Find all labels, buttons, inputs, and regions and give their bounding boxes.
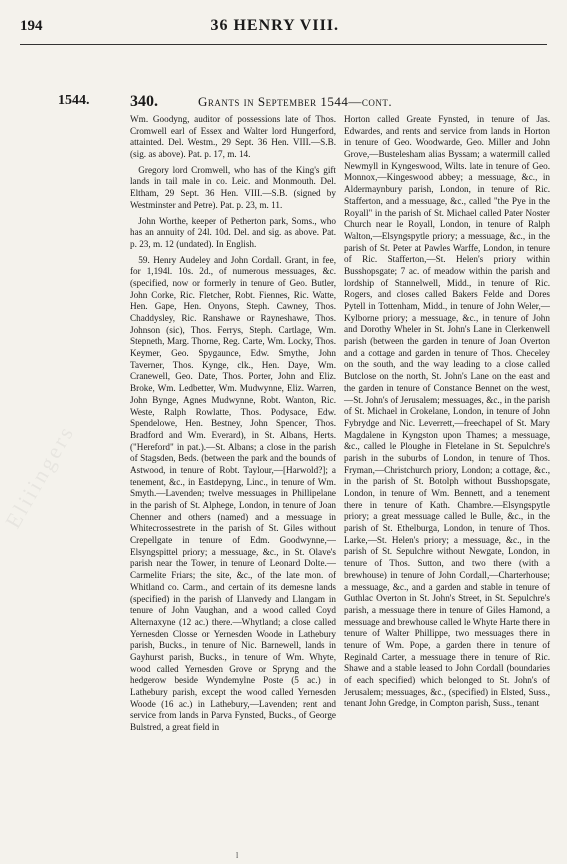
paragraph: 59. Henry Audeley and John Cordall. Grant, in fee, for 1,194l. 10s. 2d., of numerous messuages, &c. (specified, now or formerly in tenure of Geo. Butler, John Corke, Ric. Fletcher, Robt. Fiennes, Ric. Watte, Hen. Gape, Hen. Onyons, Steph. Cawney, Thos. Chaddysley, Ric. Ranshawe or Rayneshawe, Thos. Johnson (sic), Thos. Ferrys, Steph. Cartlage, Wm. Stepneth, Marg. Thorne, Reg. Carte, Wm. Locky, Thos. Keymer, Geo. Spygaunce, Edw. Smythe, John Taverner, Thos. Kynge, clk., Hen. Daye, Wm. Cranewell, Geo. Date, Thos. Porter, John and Eliz. Broke, Wm. Ledbetter, Wm. Mudwynne, Eliz. Warren, John Bynge, Agnes Mudwynne, Robt. Wanton, Ric. Weste, Ralph Rowlatte, Thos. Podysace, Edw. Spendelowe, Hen. Bestney, John Spencer, Thos. Bradford and Wm. Everard), in St. Albans, Herts. ("Hereford" in pat.).—St. Albans; a close in the parish of Stagsden, Beds. (between the park and the bounds of Astwood, in tenure of Robt. Taylour,—[Harwold?]; a tenement, &c., in Eastdepyng, Linc., in tenure of Wm. Smyth.—Lavenden; twelve messuages in Phillipelane in the parish of St. Alphege, London, in tenure of Joan Chenner and others (named) and a messuage in Whitecrossestrete in the parish of St. Giles without Crepellgate in tenure of Edm. Goodwynne,—Elsyngspittel priory; a messuage, &c., in St. Olave's parish near the Tower, in tenure of Leonard Dolte.—Carmelite Friars; the site, &c., of the late mon. of Whitland co. Carm., and certain of its demesne lands (specified) in the parish of Llanvedy and Llangam in tenure of John Vaughan, and a wood called Coyd Alternaxyne (12 ac.) there.—Whytland; a close called Yernesden Closse or Yernesden Woode in Lathebury parish, Bucks., in tenure of Nic. Barnewell, lands in Gayhurst parish, Bucks., in tenure of Wm. Whyte, wood called Yernesden Grove or Spryng and the hedgerow beside Wyndemylne Poste (5 ac.) in Lathebury parish, except the wood called Yernesden Woode (16 ac.) in Lathebury,—Lavenden; rent and service from lands in Parva Fynsted, Bucks., of George Bulstred, a great field in [130,254,336,733]
entry-number: 340. [130,93,158,110]
entry-heading [130,93,549,111]
left-column [130,114,336,738]
right-column [344,114,550,738]
paragraph: Horton called Greate Fynsted, in tenure of Jas. Edwardes, and rents and service from lands in Horton in tenure of Geo. Woodwarde, Geo. Miller and John Grove,—Bustelesham alias Byssam; a watermill called Newmyll in Kyngeswood, Wilts. late in tenure of Geo. Monnox,—Kingeswood abbey; a messuage, &c., in Aldermaynbury parish, London, in tenure of Ric. Stafferton, and a messuage, &c., called "the Pye in the Royall" in the parish of St. Michael called Pater Noster Church near le Royall, London, in tenure of Ralph Walton,—Elsyngspytle priory; a messuage, &c., in the parish of St. Peter at Pawles Warffe, London, in tenure of Ric. Stafferton,—St. Helen's priory within Busshopsgate; 7 ac. of meadow within the parish and lordship of Stannelwell, Midd., in tenure of Ric. Rogers, and closes called Bakers Felde and Dores Pytell in Tottenham, Midd., in tenure of John Weler,—Kylborne priory; a messuage, &c., in tenure of John and Dorothy Wheler in St. John's Lane in Clerkenwell parish (between the garden in tenure of Joan Overton and a cottage and garden in tenure of Thos. Checeley on the south, and the way leading to a close called Butclose on the north, St. John's Lane on the east and the garden in tenure of Constance Bennet on the west,—St. John's of Jerusalem; messuages, &c., in the parish of St. Michael in Crokelane, London, in tenure of John Fybrydge and Nic. Leverrett,—freechapel of St. Mary Magdalene in Kyngston upon Thames; a messuage, &c., called le Ploughe in Fletelane in St. Sepulchre's parish in the suburbs of London, in tenure of Thos. Fryman,—Christchurch priory, London; a cottage, &c., in the parish of St. Botolph without Busshopsgate, London, in tenure of Wm. Bennett, and a tenement there in tenure of Kath. Chambre.—Elsyngspytle priory; a great messuage called le Bulle, &c., in the parish of St. Ethelburga, London, in tenure of Thos. Larke,—St. Helen's priory; a messuage, &c., in the parish of St. Sepulchre without Newgate, London, in tenure of Thos. Sutton, and two there (with a brewhouse) in tenure of John Cordall,—Charterhouse; a messuage, &c., and a garden and stable in tenure of Guthlac Overton in St. John's Street, in St. Sepulchre's parish, a messuage there in tenure of Giles Hamond, a messuage and brewhouse called le Whyte Harte there in tenure of Walter Phillippe, two messuages there in tenure of Wm. Pope, a garden there in tenure of Reginald Carter, a messuage there in tenure of Ric. Shawe and a stable leased to John Cordall (boundaries of each specified) which belonged to St. John's of Jerusalem; messuages, &c., (specified) in Elsted, Suss., tenant John Gredge, in Compton parish, Suss., tenant [344,114,550,709]
footer-mark: l [236,851,239,860]
text-columns [130,114,550,738]
header-rule [20,44,547,45]
page-number: 194 [20,17,43,34]
watermark: Eliiingers [0,419,80,533]
running-header [20,14,547,38]
margin-year: 1544. [58,93,90,108]
paragraph: Wm. Goodyng, auditor of possessions late of Thos. Cromwell earl of Essex and Walter lord Hungerford, attainted. Del. Westm., 29 Sept. 36 Hen. VIII.—S.B. (sig. as above). Pat. p. 17, m. 14. [130,114,336,160]
entry-title: Grants in September 1544—cont. [198,94,393,109]
paragraph: Gregory lord Cromwell, who has of the King's gift lands in tail male in co. Leic. and Monmouth. Del. Eltham, 29 Sept. 36 Hen. VIII.—S.B. (signed by Westminster and Petre). Pat. p. 23, m. 11. [130,164,336,210]
running-title: 36 HENRY VIII. [210,17,340,34]
paragraph: John Worthe, keeper of Petherton park, Soms., who has an annuity of 24l. 10d. Del. and sig. as above. Pat. p. 23, m. 12 (undated). In English. [130,215,336,249]
